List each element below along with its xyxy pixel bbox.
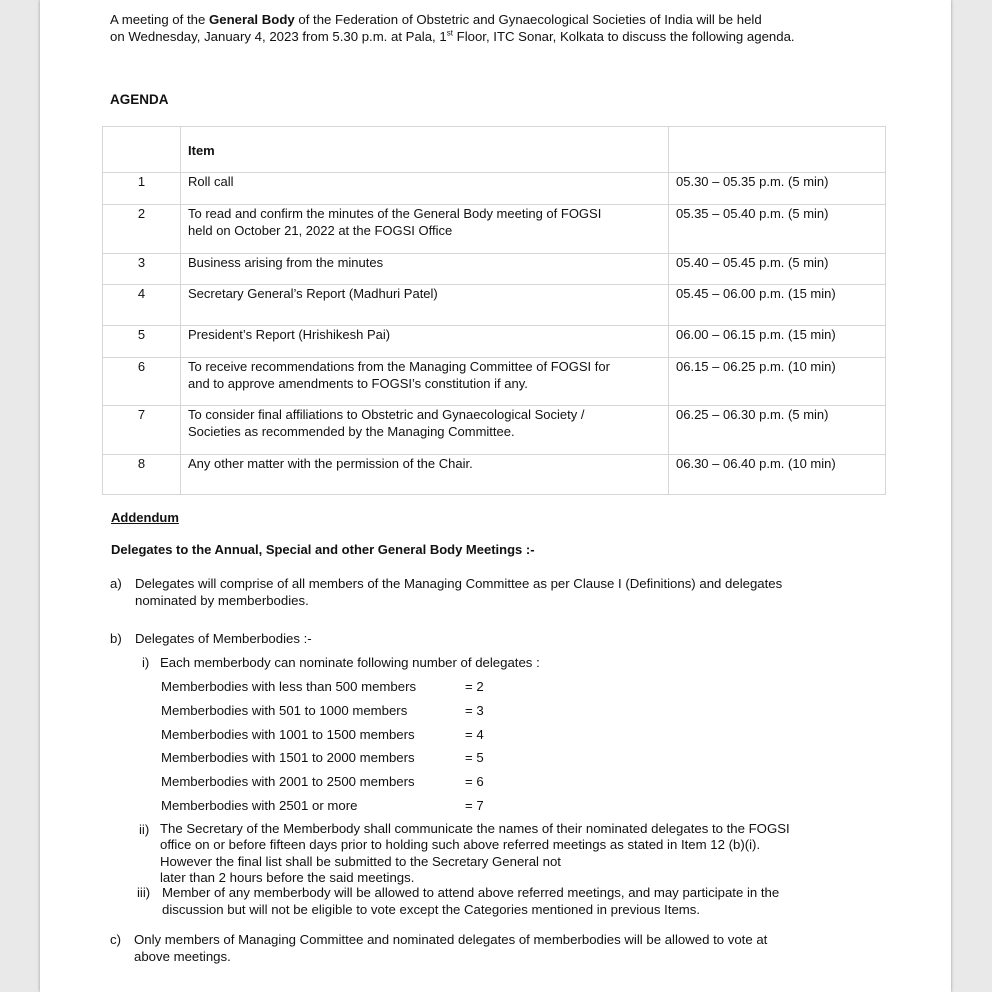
item-ii-marker: ii) xyxy=(139,822,150,837)
agenda-heading: AGENDA xyxy=(110,92,169,107)
agenda-row xyxy=(103,406,886,455)
agenda-row-number-cell xyxy=(103,455,181,495)
quota-label: Memberbodies with 2001 to 2500 members xyxy=(161,774,415,790)
agenda-row xyxy=(103,455,886,495)
header-no-cell xyxy=(103,127,181,173)
agenda-item-text: and to approve amendments to FOGSI’s constitution if any. xyxy=(188,375,528,391)
agenda-row-item-cell xyxy=(181,173,669,205)
agenda-row xyxy=(103,173,886,205)
item-c-marker: c) xyxy=(110,932,121,947)
header-item-cell xyxy=(181,127,669,173)
agenda-row-time: 06.00 – 06.15 p.m. (15 min) xyxy=(676,327,836,342)
agenda-row-number-cell xyxy=(103,205,181,254)
agenda-row-time: 05.30 – 05.35 p.m. (5 min) xyxy=(676,174,829,189)
document-page xyxy=(40,0,951,992)
agenda-row-number-cell xyxy=(103,254,181,285)
agenda-row-number-cell xyxy=(103,173,181,205)
agenda-row-time: 06.15 – 06.25 p.m. (10 min) xyxy=(676,359,836,374)
item-a-text: Delegates will comprise of all members of the Managing Committee as per Clause I (Definitions) and delegates nominated by memberbodies. xyxy=(135,576,783,608)
delegates-heading: Delegates to the Annual, Special and other General Body Meetings :- xyxy=(111,542,535,557)
quota-label: Memberbodies with 501 to 1000 members xyxy=(161,702,408,718)
agenda-row-number: 1 xyxy=(137,174,146,189)
agenda-row-number-cell xyxy=(103,406,181,455)
agenda-row-number: 6 xyxy=(137,359,146,374)
item-i-text: Each memberbody can nominate following number of delegates : xyxy=(160,655,540,670)
intro-line-1: A meeting of the General Body of the Federation of Obstetric and Gynaecological Societies of India will be held xyxy=(110,12,762,27)
agenda-row xyxy=(103,254,886,285)
agenda-row-number: 3 xyxy=(137,255,146,270)
agenda-row xyxy=(103,205,886,254)
agenda-item-text: To read and confirm the minutes of the General Body meeting of FOGSI xyxy=(188,206,602,221)
agenda-row-time-cell xyxy=(669,358,886,406)
agenda-row-number: 7 xyxy=(137,407,146,422)
quota-value: = 2 xyxy=(465,679,484,694)
agenda-row-time: 06.30 – 06.40 p.m. (10 min) xyxy=(676,456,836,471)
item-i-marker: i) xyxy=(142,655,150,670)
agenda-row-item-cell xyxy=(181,285,669,326)
agenda-item-text: To receive recommendations from the Managing Committee of FOGSI for xyxy=(188,359,610,374)
agenda-item-text: Any other matter with the permission of the Chair. xyxy=(188,456,473,471)
agenda-row-time: 05.35 – 05.40 p.m. (5 min) xyxy=(676,206,829,221)
agenda-row-item-cell xyxy=(181,358,669,406)
agenda-row-number-cell xyxy=(103,358,181,406)
agenda-row-time-cell xyxy=(669,205,886,254)
item-b-text: Delegates of Memberbodies :- xyxy=(135,631,312,646)
agenda-row-item-cell xyxy=(181,406,669,455)
agenda-row-item-cell xyxy=(181,455,669,495)
agenda-row-number-cell xyxy=(103,326,181,358)
agenda-row xyxy=(103,285,886,326)
agenda-row xyxy=(103,358,886,406)
header-time-cell xyxy=(669,127,886,173)
quota-value: = 7 xyxy=(465,798,484,813)
quota-label: Memberbodies with 1001 to 1500 members xyxy=(161,726,415,742)
agenda-item-text: Societies as recommended by the Managing Committee. xyxy=(188,423,515,439)
agenda-row-time: 05.45 – 06.00 p.m. (15 min) xyxy=(676,286,836,301)
item-iii-marker: iii) xyxy=(137,885,151,900)
agenda-row-time-cell xyxy=(669,455,886,495)
item-c-text: Only members of Managing Committee and nominated delegates of memberbodies will be allowed to vote at above meetings. xyxy=(134,932,768,964)
item-a-marker: a) xyxy=(110,576,122,591)
agenda-row-number-cell xyxy=(103,285,181,326)
agenda-row-number: 2 xyxy=(137,206,146,221)
intro-bold-text: General Body xyxy=(208,12,295,27)
agenda-item-text: To consider final affiliations to Obstetric and Gynaecological Society / xyxy=(188,407,585,422)
agenda-row-time-cell xyxy=(669,406,886,455)
agenda-item-text: Roll call xyxy=(188,174,234,189)
addendum-title: Addendum xyxy=(111,510,179,525)
quota-label: Memberbodies with 2501 or more xyxy=(161,798,358,813)
header-item-label: Item xyxy=(188,143,215,158)
agenda-item-text: Business arising from the minutes xyxy=(188,255,384,270)
agenda-row-number: 8 xyxy=(137,456,146,471)
agenda-row-time-cell xyxy=(669,173,886,205)
agenda-row-item-cell xyxy=(181,254,669,285)
quota-value: = 6 xyxy=(465,774,484,790)
quota-value: = 3 xyxy=(465,702,484,718)
agenda-row-item-cell xyxy=(181,205,669,254)
item-b-marker: b) xyxy=(110,631,122,646)
quota-label: Memberbodies with less than 500 members xyxy=(161,679,417,694)
agenda-row-time: 06.25 – 06.30 p.m. (5 min) xyxy=(676,407,829,422)
agenda-item-text: Secretary General’s Report (Madhuri Patel) xyxy=(188,286,438,301)
intro-paragraph xyxy=(110,11,795,45)
quota-value: = 4 xyxy=(465,726,484,742)
agenda-row-time-cell xyxy=(669,285,886,326)
agenda-header-row xyxy=(103,127,886,173)
intro-line-2: on Wednesday, January 4, 2023 from 5.30 p.m. at Pala, 1st Floor, ITC Sonar, Kolkata to discuss the following agenda. xyxy=(110,28,795,44)
agenda-row-time-cell xyxy=(669,254,886,285)
agenda-row-item-cell xyxy=(181,326,669,358)
quota-label: Memberbodies with 1501 to 2000 members xyxy=(161,750,415,766)
agenda-row-number: 4 xyxy=(137,286,146,301)
agenda-row-time: 05.40 – 05.45 p.m. (5 min) xyxy=(676,255,829,270)
agenda-item-text: held on October 21, 2022 at the FOGSI Office xyxy=(188,222,453,238)
agenda-item-text: President’s Report (Hrishikesh Pai) xyxy=(188,327,391,342)
agenda-table xyxy=(102,126,886,495)
item-ii-text: The Secretary of the Memberbody shall communicate the names of their nominated delegates to the FOGSI office on or before fifteen days prior to holding such above referred meetings as stated in Item 12 (b)(i). However the final list shall be submitted to the Secretary General not later than 2 hours before the said meetings. xyxy=(160,821,790,885)
agenda-row xyxy=(103,326,886,358)
item-iii-text: Member of any memberbody will be allowed to attend above referred meetings, and may participate in the discussion but will not be eligible to vote except the Categories mentioned in previous Items. xyxy=(162,885,780,917)
agenda-row-time-cell xyxy=(669,326,886,358)
agenda-row-number: 5 xyxy=(137,327,146,342)
quota-value: = 5 xyxy=(465,750,484,766)
